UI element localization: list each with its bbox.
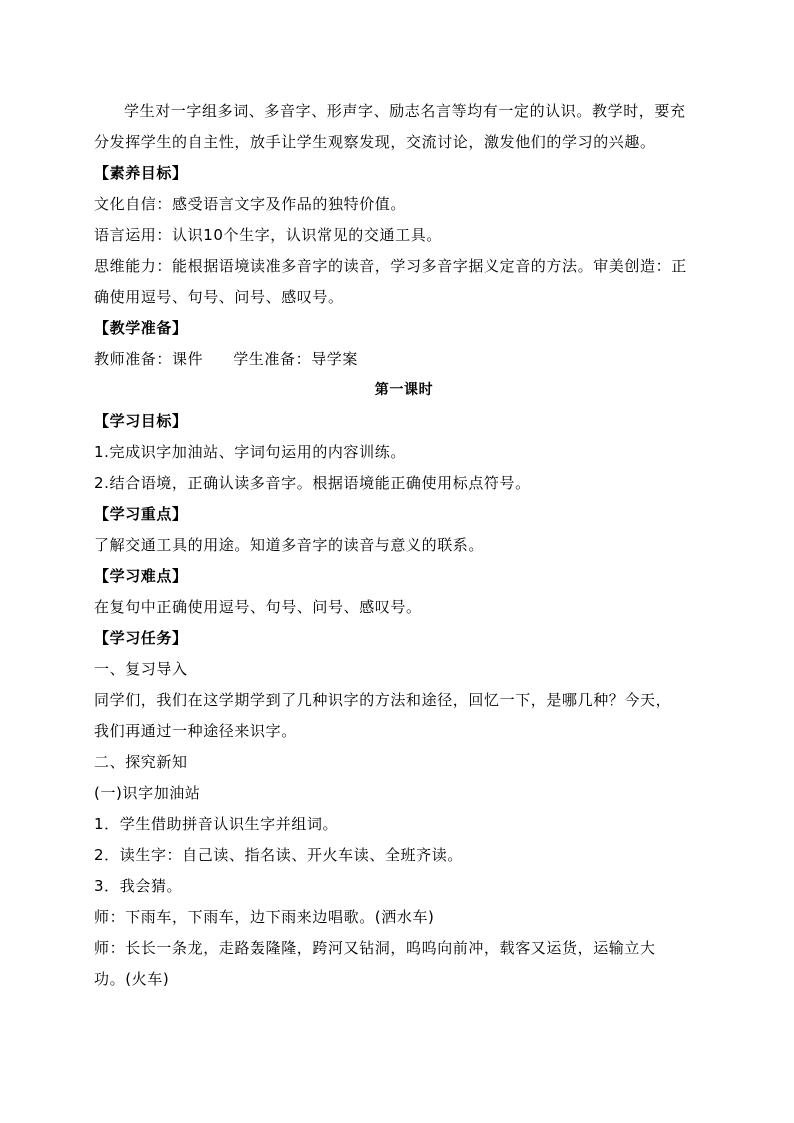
key-points-heading: 【学习重点】 [94, 505, 188, 523]
learning-goal-item: 1.完成识字加油站、字词句运用的内容训练。 [94, 443, 406, 461]
intro-paragraph-line: 分发挥学生的自主性，放手让学生观察发现，交流讨论，激发他们的学习的兴趣。 [94, 133, 656, 151]
review-text-line: 我们再通过一种途径来识字。 [94, 722, 297, 740]
difficulties-text: 在复句中正确使用逗号、句号、问号、感叹号。 [94, 598, 422, 616]
goal-thinking-line: 思维能力：能根据语境读准多音字的读音，学习多音字据义定音的方法。审美创造：正 [94, 257, 687, 275]
tasks-heading: 【学习任务】 [94, 629, 188, 647]
riddle-line: 师：长长一条龙，走路轰隆隆，跨河又钻洞，呜呜向前冲，载客又运货，运输立大 [94, 939, 656, 957]
goal-language: 语言运用：认识10个生字，认识常见的交通工具。 [94, 226, 442, 244]
student-preparation: 学生准备：导学案 [233, 350, 359, 368]
teacher-preparation: 教师准备：课件 [94, 350, 204, 368]
step-item: 2．读生字：自己读、指名读、开火车读、全班齐读。 [94, 846, 463, 864]
difficulties-heading: 【学习难点】 [94, 567, 188, 585]
goal-thinking-line: 确使用逗号、句号、问号、感叹号。 [94, 288, 344, 306]
riddle-line: 功。(火车) [94, 970, 170, 988]
preparation-heading: 【教学准备】 [94, 319, 188, 337]
section-review: 一、复习导入 [94, 660, 188, 678]
learning-goals-heading: 【学习目标】 [94, 412, 188, 430]
goal-culture: 文化自信：感受语言文字及作品的独特价值。 [94, 195, 407, 213]
document-page [94, 96, 714, 995]
step-item: 3．我会猜。 [94, 877, 183, 895]
preparation-line [94, 344, 714, 375]
lesson-title: 第一课时 [374, 382, 434, 398]
section-explore: 二、探究新知 [94, 753, 188, 771]
riddle-line: 师：下雨车，下雨车，边下雨来边唱歌。(洒水车) [94, 908, 435, 926]
subsection-literacy-station: (一)识字加油站 [94, 784, 201, 802]
literacy-goals-heading: 【素养目标】 [94, 164, 188, 182]
step-item: 1．学生借助拼音认识生字并组词。 [94, 815, 339, 833]
key-points-text: 了解交通工具的用途。知道多音字的读音与意义的联系。 [94, 536, 485, 554]
intro-paragraph-line: 学生对一字组多词、多音字、形声字、励志名言等均有一定的认识。教学时，要充 [124, 102, 686, 120]
review-text-line: 同学们，我们在这学期学到了几种识字的方法和途径，回忆一下，是哪几种？今天， [94, 691, 672, 709]
learning-goal-item: 2.结合语境，正确认读多音字。根据语境能正确使用标点符号。 [94, 474, 531, 492]
